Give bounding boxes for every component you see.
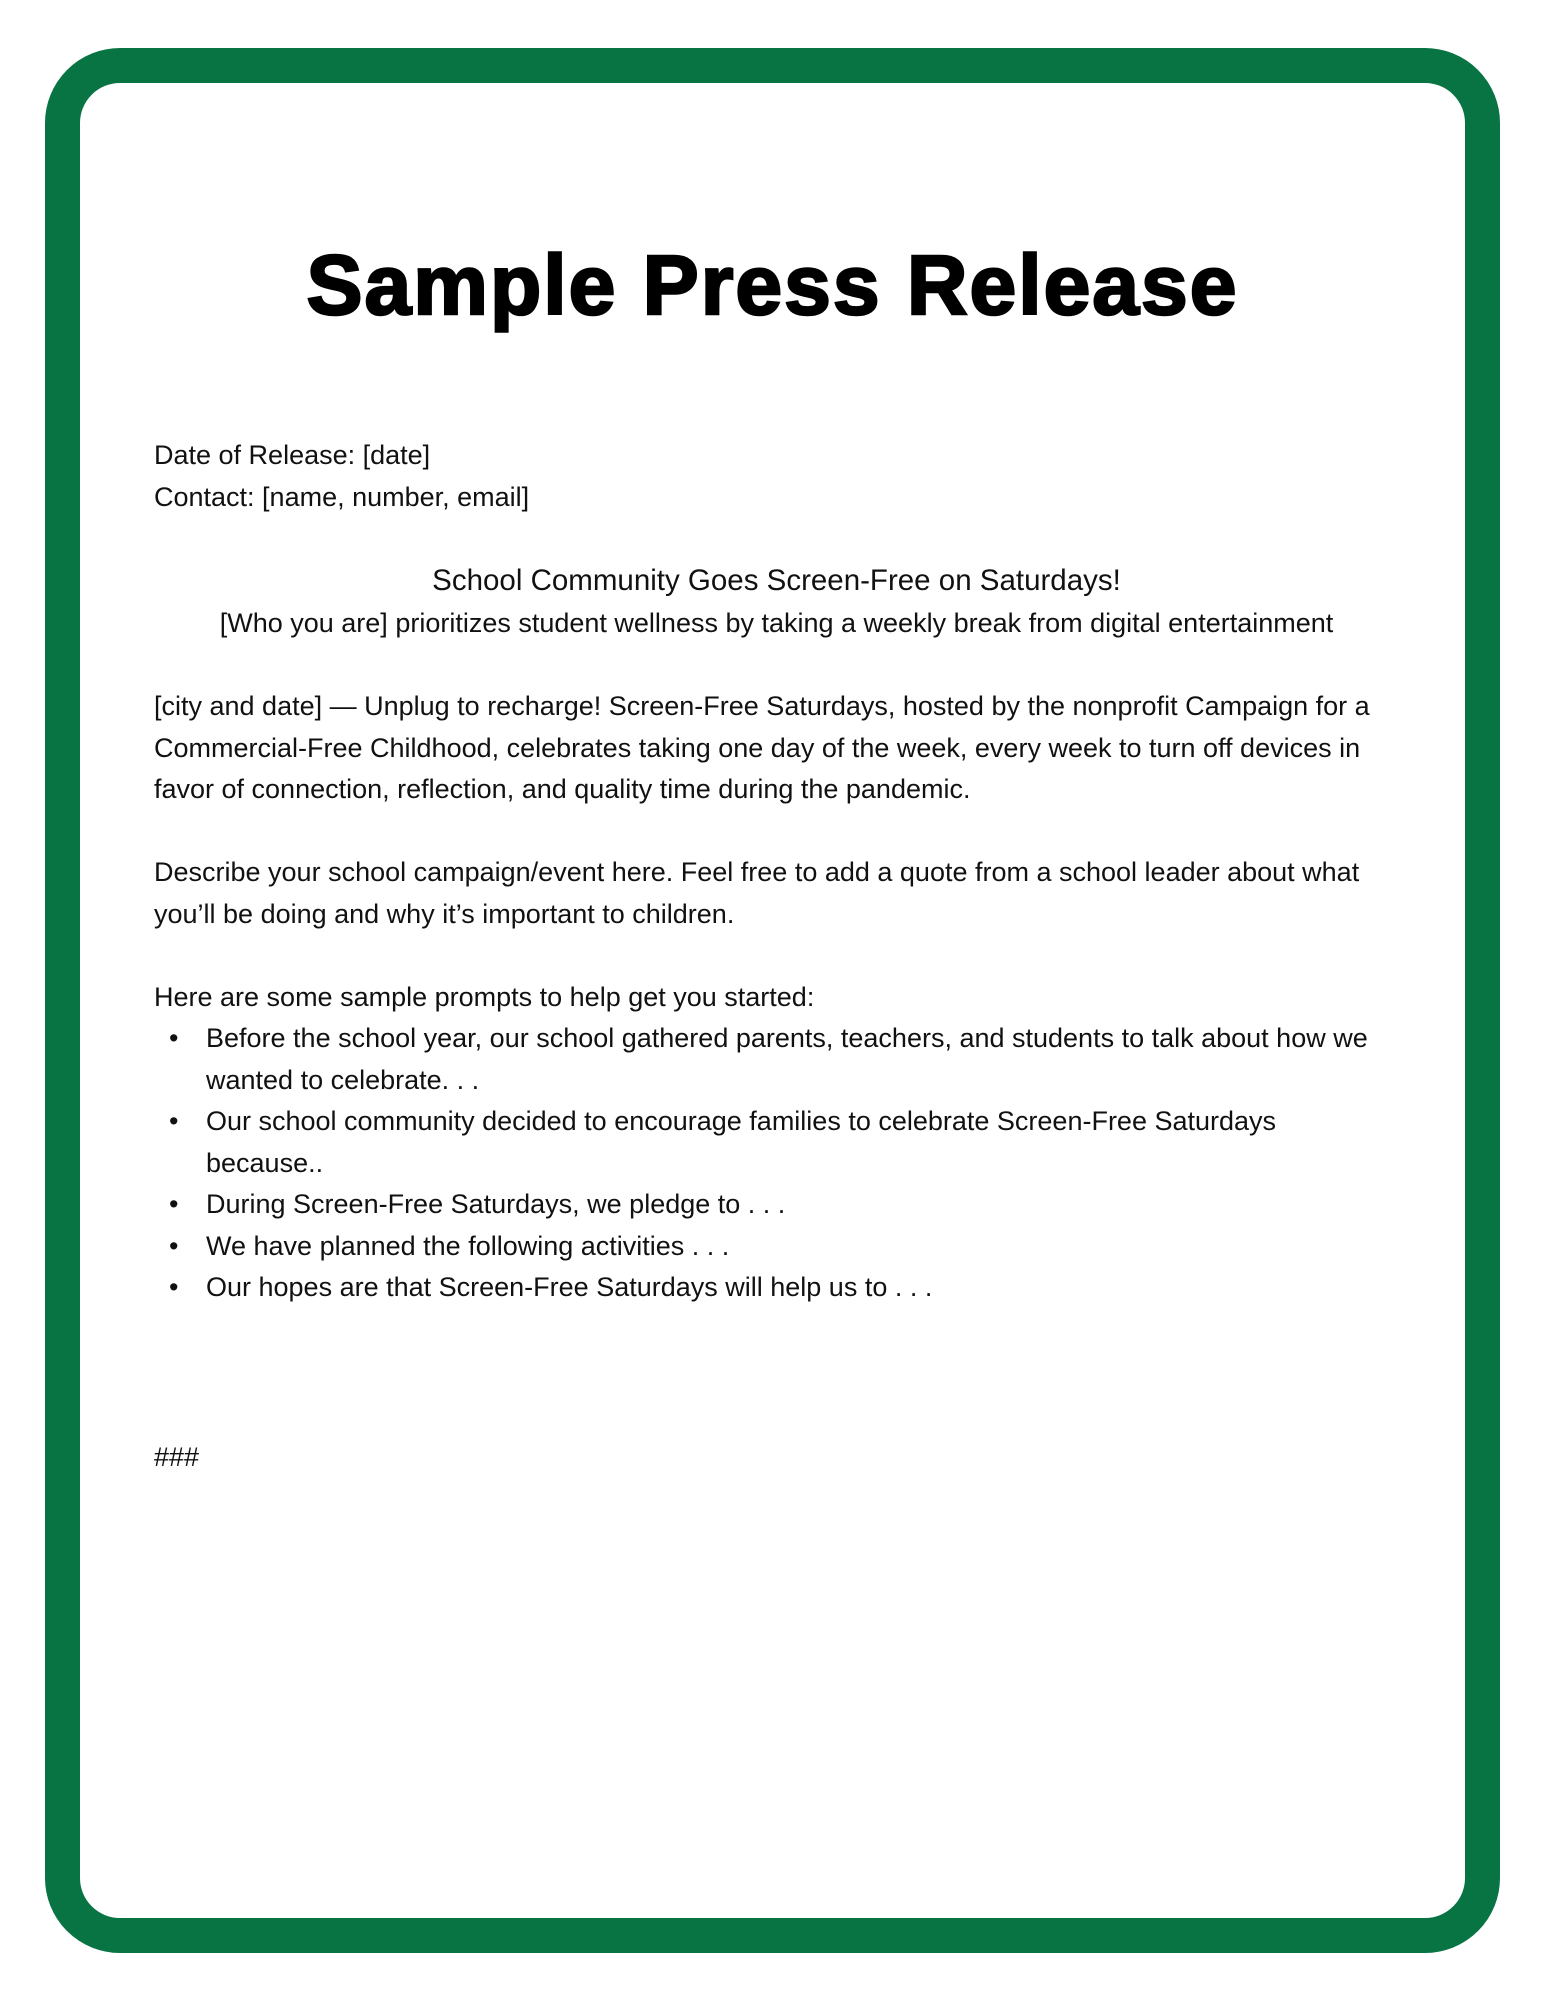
prompt-list-item: [154, 1267, 1386, 1309]
prompt-list-item: [154, 1101, 1386, 1184]
press-release-body: [154, 435, 1399, 1309]
bullet-icon: •: [169, 1189, 179, 1219]
prompt-list-item: [154, 1184, 1386, 1226]
spacer: [154, 518, 1399, 559]
release-headline: School Community Goes Screen-Free on Saturdays!: [432, 564, 1121, 597]
bullet-icon: •: [169, 1230, 179, 1261]
prompt-text: Our hopes are that Screen-Free Saturdays will help us to . . .: [206, 1272, 933, 1302]
spacer: [154, 645, 1399, 687]
spacer: [154, 811, 1399, 853]
description-paragraph: Describe your school campaign/event here. Feel free to add a quote from a school leader about what you’ll be doing and why it’s important to children.: [154, 857, 1360, 929]
spacer: [154, 935, 1399, 977]
prompt-text: Our school community decided to encourage families to celebrate Screen-Free Saturdays because..: [206, 1106, 1277, 1178]
intro-paragraph: [city and date] — Unplug to recharge! Screen-Free Saturdays, hosted by the nonprofit Campaign for a Commercial-Free Childhood, celebrates taking one day of the week, every week to turn off devices in favor of connection, reflection, and quality time during the pandemic.: [154, 691, 1370, 804]
prompt-text: Before the school year, our school gathered parents, teachers, and students to talk about how we wanted to celebrate. . .: [206, 1023, 1368, 1095]
bullet-icon: •: [169, 1272, 179, 1302]
end-of-release-mark: ###: [154, 1442, 200, 1472]
release-subheadline: [Who you are] prioritizes student wellness by taking a weekly break from digital entertainment: [219, 608, 1334, 638]
prompt-list-item: [154, 1226, 1386, 1268]
release-date-line: Date of Release: [date]: [154, 440, 431, 470]
prompt-text: We have planned the following activities . . .: [206, 1230, 730, 1261]
contact-line: Contact: [name, number, email]: [154, 481, 530, 512]
prompt-text: During Screen-Free Saturdays, we pledge to . . .: [206, 1189, 786, 1219]
page-title: Sample Press Release: [306, 238, 1239, 332]
bullet-icon: •: [169, 1023, 179, 1053]
prompts-intro: Here are some sample prompts to help get you started:: [154, 981, 815, 1012]
prompt-list: [154, 1018, 1399, 1309]
bullet-icon: •: [169, 1106, 179, 1136]
prompt-list-item: [154, 1018, 1386, 1101]
